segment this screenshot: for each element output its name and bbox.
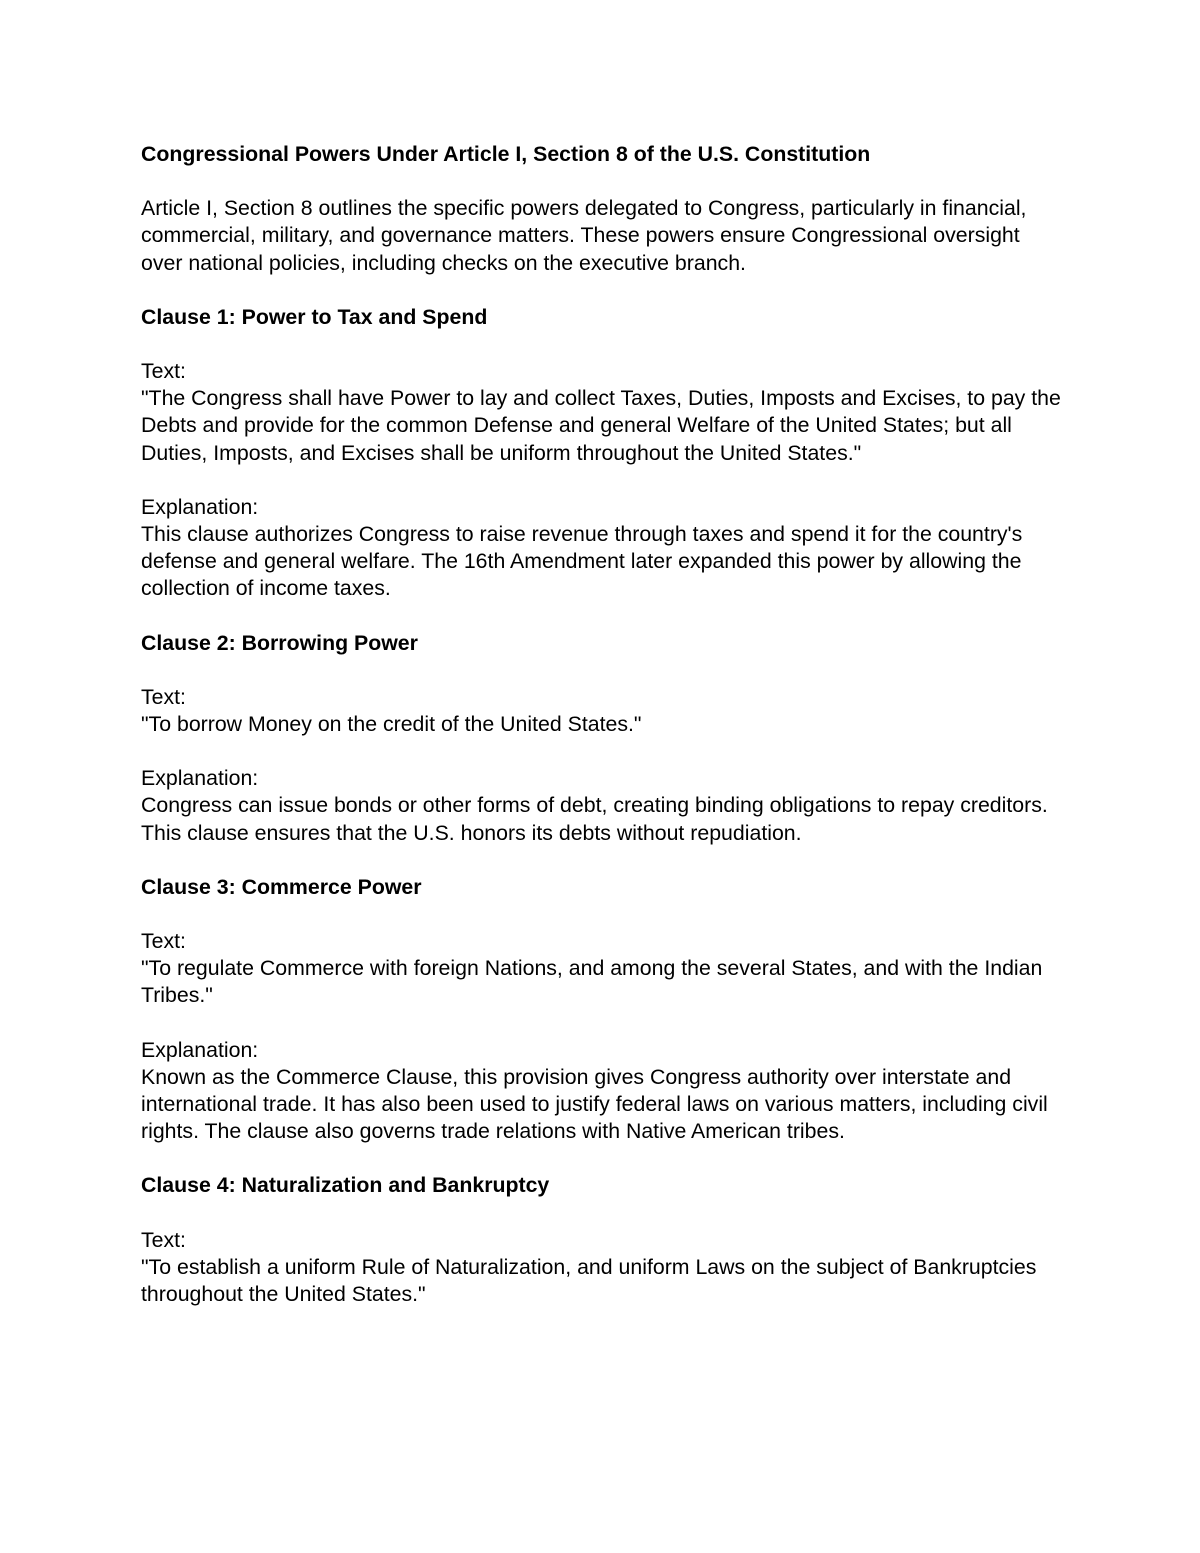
clause-heading: Clause 2: Borrowing Power (141, 630, 418, 655)
text-label: Text: (141, 929, 186, 954)
explanation-label: Explanation: (141, 494, 259, 519)
clause-text-block (141, 1227, 1061, 1309)
text-label: Text: (141, 359, 186, 384)
intro-paragraph: Article I, Section 8 outlines the specific powers delegated to Congress, particularly in financial, commercial, military, and governance matters. These powers ensure Congressional oversight over national policies, including checks on the executive branch. (141, 196, 1027, 275)
clause-explanation-block (141, 1037, 1061, 1146)
clause-explanation-block (141, 765, 1061, 847)
document-title: Congressional Powers Under Article I, Section 8 of the U.S. Constitution (141, 142, 871, 166)
explanation-label: Explanation: (141, 766, 259, 791)
clause-section (141, 630, 1061, 847)
clause-text-block (141, 358, 1061, 467)
clause-explanation-block (141, 494, 1061, 603)
explanation-label: Explanation: (141, 1037, 259, 1062)
clause-text: "To establish a uniform Rule of Naturalization, and uniform Laws on the subject of Bankruptcies throughout the United States." (141, 1254, 1037, 1307)
clause-heading: Clause 1: Power to Tax and Spend (141, 304, 488, 329)
clause-explanation: Congress can issue bonds or other forms of debt, creating binding obligations to repay creditors. This clause ensures that the U.S. honors its debts without repudiation. (141, 793, 1048, 845)
clause-heading: Clause 3: Commerce Power (141, 874, 422, 899)
clause-text: "To regulate Commerce with foreign Nations, and among the several States, and with the Indian Tribes." (141, 956, 1043, 1008)
clause-text-block (141, 928, 1061, 1010)
clause-heading: Clause 4: Naturalization and Bankruptcy (141, 1173, 550, 1198)
clause-text-block (141, 684, 1061, 738)
clause-section (141, 1172, 1061, 1308)
text-label: Text: (141, 1227, 186, 1252)
clause-text: "The Congress shall have Power to lay and collect Taxes, Duties, Imposts and Excises, to pay the Debts and provide for the common Defense and general Welfare of the United States; but all Duties, Imposts, and Excises shall be uniform throughout the United States." (141, 386, 1061, 465)
clause-section (141, 874, 1061, 1146)
text-label: Text: (141, 684, 186, 709)
clause-explanation: Known as the Commerce Clause, this provision gives Congress authority over interstate and international trade. It has also been used to justify federal laws on various matters, including civil rights. The clause also governs trade relations with Native American tribes. (141, 1064, 1048, 1144)
document-page (141, 141, 1061, 1335)
clause-explanation: This clause authorizes Congress to raise revenue through taxes and spend it for the country's defense and general welfare. The 16th Amendment later expanded this power by allowing the collection of income taxes. (141, 522, 1023, 601)
clause-section (141, 304, 1061, 603)
clause-text: "To borrow Money on the credit of the United States." (141, 712, 642, 737)
